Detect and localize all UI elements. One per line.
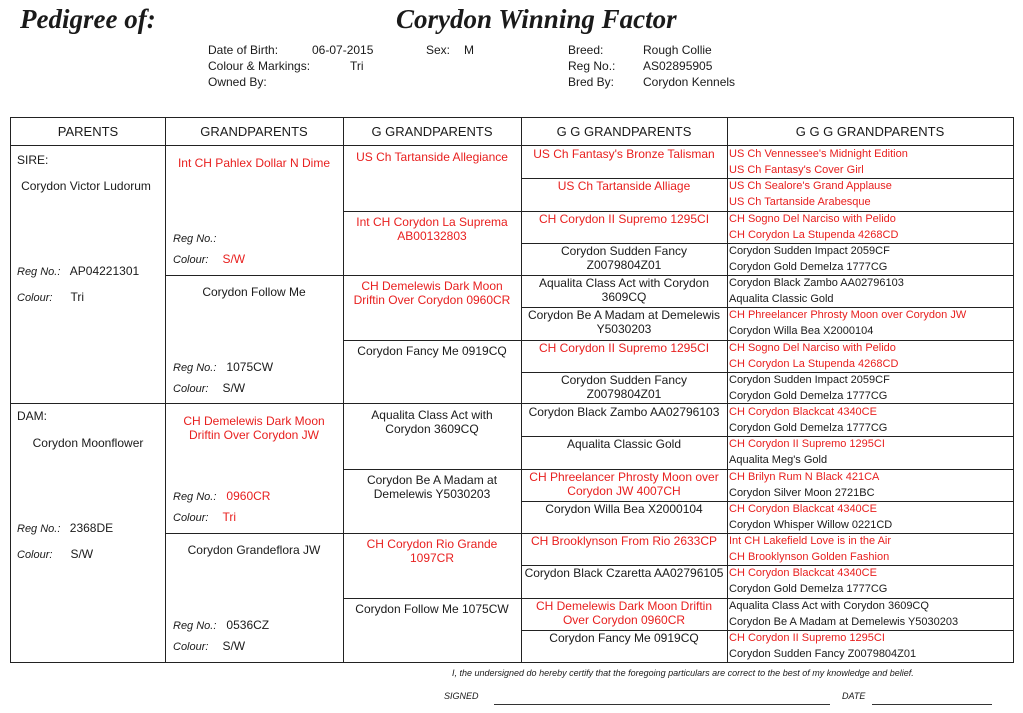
grandparent-reg-value: 1075CW xyxy=(226,360,274,374)
row-divider xyxy=(727,501,1013,502)
column-header-ggg-grandparents: G G G GRANDPARENTS xyxy=(727,118,1013,146)
dog-name-title: Corydon Winning Factor xyxy=(396,4,677,34)
grandparent-colour-value: S/W xyxy=(222,252,246,266)
row-divider xyxy=(727,469,1013,470)
ggg-grandparent-name: Corydon Sudden Impact 2059CF xyxy=(729,245,890,257)
row-divider xyxy=(343,340,521,341)
grandparent-colour-value: S/W xyxy=(222,381,246,395)
gg-grandparent-name: US Ch Fantasy's Bronze Talisman xyxy=(533,147,715,161)
gg-grandparent-name: Corydon Be A Madam at Demelewis Y5030203 xyxy=(527,308,721,336)
ggg-grandparent-name: Corydon Black Zambo AA02796103 xyxy=(729,277,904,289)
row-divider xyxy=(521,307,727,308)
row-divider xyxy=(727,275,1013,276)
ggg-grandparent-name: Corydon Silver Moon 2721BC xyxy=(729,487,875,499)
gg-grandparent-name: CH Phreelancer Phrosty Moon over Corydon JW 4007CH xyxy=(529,470,719,498)
row-divider xyxy=(727,340,1013,341)
owned-label: Owned By: xyxy=(208,75,267,89)
grandparent-reg-label: Reg No.: xyxy=(173,620,217,632)
g-grandparent-name: Corydon Be A Madam at Demelewis Y5030203 xyxy=(366,473,498,501)
dam-reg-label: Reg No.: xyxy=(17,523,61,535)
column-header-gg-grandparents: G G GRANDPARENTS xyxy=(521,118,727,146)
gg-grandparent-name: Aqualita Class Act with Corydon 3609CQ xyxy=(538,276,710,304)
grandparent-reg-label: Reg No.: xyxy=(173,362,217,374)
colour-label: Colour & Markings: xyxy=(208,59,311,73)
grandparent-name: Int CH Pahlex Dollar N Dime xyxy=(177,156,331,170)
ggg-grandparent-name: Corydon Sudden Fancy Z0079804Z01 xyxy=(729,648,917,660)
sire-reg-value: AP04221301 xyxy=(69,264,140,278)
g-grandparent-name: Corydon Follow Me 1075CW xyxy=(355,602,509,616)
g-grandparent-name: US Ch Tartanside Allegiance xyxy=(356,150,508,164)
ggg-grandparent-name: CH Corydon Blackcat 4340CE xyxy=(729,503,877,515)
grandparent-colour-value: S/W xyxy=(222,639,246,653)
gg-grandparent-name: US Ch Tartanside Alliage xyxy=(557,179,691,193)
row-divider xyxy=(521,243,727,244)
date-label: DATE xyxy=(842,691,866,701)
g-grandparent-name: Corydon Fancy Me 0919CQ xyxy=(357,344,507,358)
row-divider xyxy=(521,436,727,437)
row-divider xyxy=(521,469,727,470)
grandparent-reg-label: Reg No.: xyxy=(173,491,217,503)
column-header-grandparents: GRANDPARENTS xyxy=(165,118,343,146)
gg-grandparent-name: CH Corydon II Supremo 1295CI xyxy=(538,212,710,226)
row-divider xyxy=(165,275,343,276)
ggg-grandparent-name: CH Corydon Blackcat 4340CE xyxy=(729,406,877,418)
row-divider xyxy=(727,565,1013,566)
sire-role-label: SIRE: xyxy=(17,153,49,167)
row-divider xyxy=(727,372,1013,373)
ggg-grandparent-name: Aqualita Meg's Gold xyxy=(729,454,828,466)
grandparent-reg-value: 0536CZ xyxy=(226,618,270,632)
pedigree-table xyxy=(10,117,1014,663)
row-divider xyxy=(727,533,1013,534)
column-header-parents: PARENTS xyxy=(11,118,165,146)
ggg-grandparent-name: Corydon Gold Demelza 1777CG xyxy=(729,583,888,595)
row-divider xyxy=(343,533,521,534)
row-divider xyxy=(727,598,1013,599)
row-divider xyxy=(521,178,727,179)
row-divider xyxy=(521,372,727,373)
ggg-grandparent-name: Corydon Gold Demelza 1777CG xyxy=(729,422,888,434)
row-divider xyxy=(343,598,521,599)
ggg-grandparent-name: Corydon Willa Bea X2000104 xyxy=(729,325,874,337)
g-grandparent-name: CH Corydon Rio Grande 1097CR xyxy=(366,537,498,565)
ggg-grandparent-name: CH Brooklynson Golden Fashion xyxy=(729,551,890,563)
row-divider xyxy=(165,533,343,534)
gg-grandparent-name: Corydon Sudden Fancy Z0079804Z01 xyxy=(560,373,688,401)
ggg-grandparent-name: CH Corydon La Stupenda 4268CD xyxy=(729,358,899,370)
row-divider xyxy=(521,211,727,212)
ggg-grandparent-name: Corydon Whisper Willow 0221CD xyxy=(729,519,893,531)
ggg-grandparent-name: US Ch Vennessee's Midnight Edition xyxy=(729,148,908,160)
colour-value: Tri xyxy=(350,59,364,73)
row-divider xyxy=(727,178,1013,179)
row-divider xyxy=(521,501,727,502)
g-grandparent-name: Int CH Corydon La Suprema AB00132803 xyxy=(356,215,508,243)
grandparent-colour-label: Colour: xyxy=(173,641,209,653)
dam-name: Corydon Moonflower xyxy=(32,436,144,450)
gg-grandparent-name: CH Brooklynson From Rio 2633CP xyxy=(530,534,718,548)
dob-label: Date of Birth: xyxy=(208,43,279,57)
g-grandparent-name: Aqualita Class Act with Corydon 3609CQ xyxy=(371,408,493,436)
row-divider xyxy=(727,243,1013,244)
row-divider xyxy=(521,598,727,599)
bredby-label: Bred By: xyxy=(568,75,615,89)
grandparent-reg-value: 0960CR xyxy=(226,489,271,503)
row-divider xyxy=(727,436,1013,437)
row-divider xyxy=(343,211,521,212)
ggg-grandparent-name: Aqualita Class Act with Corydon 3609CQ xyxy=(729,600,929,612)
ggg-grandparent-name: CH Corydon II Supremo 1295CI xyxy=(729,632,885,644)
dob-value: 06-07-2015 xyxy=(312,43,374,57)
sex-value: M xyxy=(464,43,474,57)
g-grandparent-name: CH Demelewis Dark Moon Driftin Over Corydon 0960CR xyxy=(353,279,511,307)
gg-grandparent-name: Corydon Sudden Fancy Z0079804Z01 xyxy=(560,244,688,272)
grandparent-name: CH Demelewis Dark Moon Driftin Over Corydon JW xyxy=(183,414,325,442)
row-divider xyxy=(521,565,727,566)
date-line[interactable] xyxy=(872,704,992,705)
ggg-grandparent-name: CH Sogno Del Narciso with Pelido xyxy=(729,342,896,354)
ggg-grandparent-name: US Ch Sealore's Grand Applause xyxy=(729,180,892,192)
ggg-grandparent-name: Aqualita Classic Gold xyxy=(729,293,834,305)
row-divider xyxy=(521,275,727,276)
ggg-grandparent-name: Corydon Gold Demelza 1777CG xyxy=(729,261,888,273)
ggg-grandparent-name: Corydon Sudden Impact 2059CF xyxy=(729,374,890,386)
certification-text: I, the undersigned do hereby certify that the foregoing particulars are correct to the best of my knowledge and belief. xyxy=(452,668,914,678)
grandparent-colour-value: Tri xyxy=(222,510,237,524)
row-divider xyxy=(521,630,727,631)
grandparent-name: Corydon Follow Me xyxy=(202,285,306,299)
grandparent-colour-label: Colour: xyxy=(173,512,209,524)
ggg-grandparent-name: CH Sogno Del Narciso with Pelido xyxy=(729,213,896,225)
column-divider xyxy=(521,118,522,662)
dam-reg-value: 2368DE xyxy=(69,521,114,535)
row-divider xyxy=(521,340,727,341)
signature-line[interactable] xyxy=(494,704,830,705)
sire-dam-divider xyxy=(11,403,1013,404)
column-divider xyxy=(165,118,166,662)
grandparent-colour-label: Colour: xyxy=(173,254,209,266)
sire-colour-value: Tri xyxy=(70,290,85,304)
breed-label: Breed: xyxy=(568,43,604,57)
row-divider xyxy=(521,533,727,534)
grandparent-name: Corydon Grandeflora JW xyxy=(187,543,321,557)
gg-grandparent-name: Corydon Fancy Me 0919CQ xyxy=(549,631,699,645)
dam-colour-value: S/W xyxy=(70,547,94,561)
sex-label: Sex: xyxy=(426,43,451,57)
row-divider xyxy=(727,211,1013,212)
ggg-grandparent-name: CH Phreelancer Phrosty Moon over Corydon JW xyxy=(729,309,967,321)
dam-colour-label: Colour: xyxy=(17,549,53,561)
ggg-grandparent-name: CH Corydon Blackcat 4340CE xyxy=(729,567,877,579)
sire-name: Corydon Victor Ludorum xyxy=(21,179,151,193)
pedigree-label: Pedigree of: xyxy=(20,4,156,34)
ggg-grandparent-name: Int CH Lakefield Love is in the Air xyxy=(729,535,892,547)
ggg-grandparent-name: CH Corydon II Supremo 1295CI xyxy=(729,438,885,450)
ggg-grandparent-name: CH Brilyn Rum N Black 421CA xyxy=(729,471,880,483)
ggg-grandparent-name: US Ch Tartanside Arabesque xyxy=(729,196,871,208)
grandparent-colour-label: Colour: xyxy=(173,383,209,395)
column-header-g-grandparents: G GRANDPARENTS xyxy=(343,118,521,146)
gg-grandparent-name: Corydon Willa Bea X2000104 xyxy=(545,502,703,516)
signed-label: SIGNED xyxy=(444,691,479,701)
ggg-grandparent-name: CH Corydon La Stupenda 4268CD xyxy=(729,229,899,241)
gg-grandparent-name: Corydon Black Czaretta AA02796105 xyxy=(524,566,724,580)
ggg-grandparent-name: US Ch Fantasy's Cover Girl xyxy=(729,164,864,176)
sire-colour-label: Colour: xyxy=(17,292,53,304)
row-divider xyxy=(343,275,521,276)
sire-reg-label: Reg No.: xyxy=(17,266,61,278)
gg-grandparent-name: CH Corydon II Supremo 1295CI xyxy=(538,341,710,355)
gg-grandparent-name: Aqualita Classic Gold xyxy=(566,437,682,451)
regno-value: AS02895905 xyxy=(643,59,713,73)
bredby-value: Corydon Kennels xyxy=(643,75,736,89)
regno-label: Reg No.: xyxy=(568,59,616,73)
gg-grandparent-name: Corydon Black Zambo AA02796103 xyxy=(528,405,720,419)
gg-grandparent-name: CH Demelewis Dark Moon Driftin Over Corydon 0960CR xyxy=(535,599,713,627)
dam-role-label: DAM: xyxy=(17,409,47,423)
row-divider xyxy=(343,469,521,470)
ggg-grandparent-name: Corydon Be A Madam at Demelewis Y5030203 xyxy=(729,616,959,628)
column-divider xyxy=(727,118,728,662)
grandparent-reg-label: Reg No.: xyxy=(173,233,217,245)
column-divider xyxy=(343,118,344,662)
breed-value: Rough Collie xyxy=(643,43,712,57)
row-divider xyxy=(727,307,1013,308)
row-divider xyxy=(727,630,1013,631)
ggg-grandparent-name: Corydon Gold Demelza 1777CG xyxy=(729,390,888,402)
